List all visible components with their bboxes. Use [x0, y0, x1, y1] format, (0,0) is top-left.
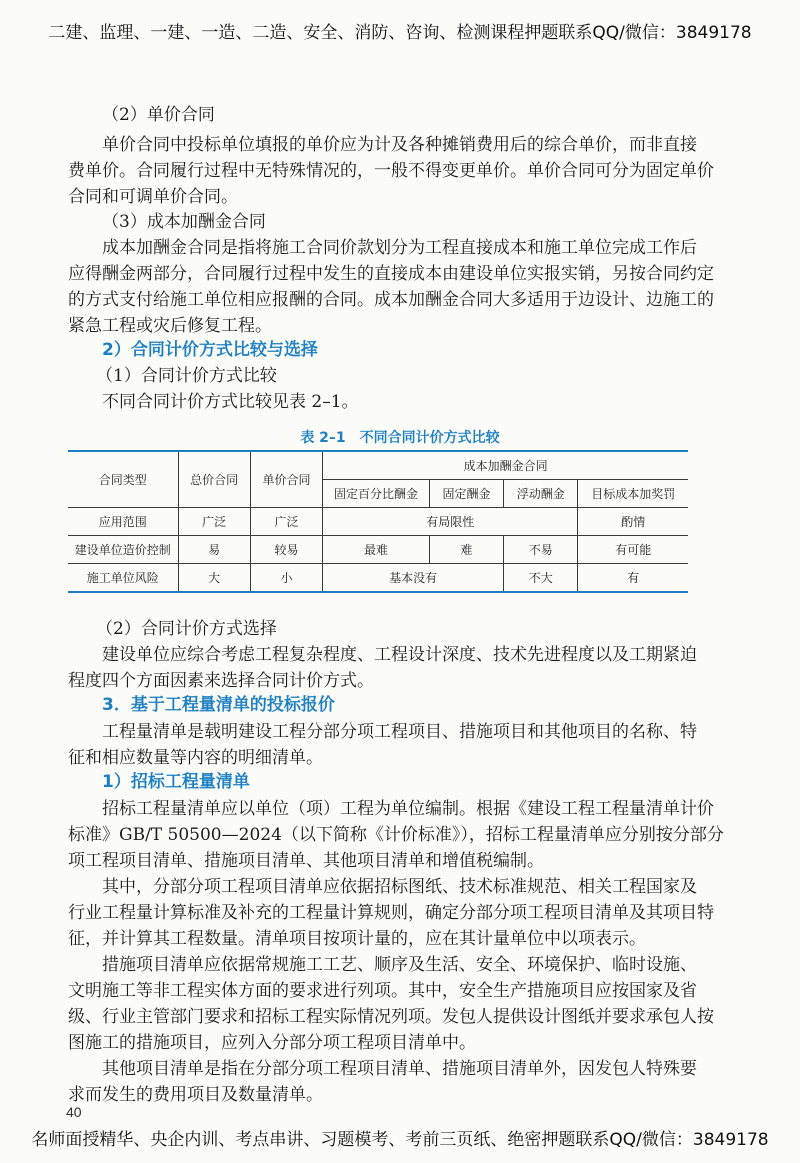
- table-cell: 建设单位造价控制: [68, 536, 178, 564]
- table-cell: 施工单位风险: [68, 564, 178, 593]
- table-cell: 不易: [504, 536, 578, 564]
- paragraph-line: 建设单位应综合考虑工程复杂程度、工程设计深度、技术先进程度以及工期紧迫: [102, 645, 697, 665]
- table-header-row: [68, 451, 688, 480]
- paragraph-line: 程度四个方面因素来选择合同计价方式。: [68, 671, 374, 691]
- paragraph-line: 其他项目清单是指在分部分项工程项目清单、措施项目清单外，因发包人特殊要: [102, 1059, 697, 1079]
- paragraph-line: 单价合同中投标单位填报的单价应为计及各种摊销费用后的综合单价，而非直接: [102, 135, 697, 155]
- table-cell: 小: [250, 564, 322, 593]
- bill-heading: 1）招标工程量清单: [102, 772, 250, 792]
- page-number: 40: [66, 1104, 82, 1120]
- cost-plus-heading: （3）成本加酬金合同: [102, 212, 266, 232]
- paragraph-line: 级、行业主管部门要求和招标工程实际情况列项。发包人提供设计图纸并要求承包人按: [68, 1007, 714, 1027]
- paragraph-line: 征，并计算其工程数量。清单项目按项计量的，应在其计量单位中以项表示。: [68, 929, 646, 949]
- paragraph-line: 其中，分部分项工程项目清单应依据招标图纸、技术标准规范、相关工程国家及: [102, 877, 697, 897]
- table-cell: 不大: [504, 564, 578, 593]
- compare-heading: 2）合同计价方式比较与选择: [102, 340, 318, 360]
- table-row: [68, 508, 688, 536]
- table-subheader-cell: 固定酬金: [429, 480, 503, 508]
- footer-banner: 名师面授精华、央企内训、考点串讲、习题模考、考前三页纸、绝密押题联系QQ/微信：3849178: [31, 1130, 769, 1150]
- table-row: [68, 536, 688, 564]
- header-banner: 二建、监理、一建、一造、二造、安全、消防、咨询、检测课程押题联系QQ/微信：3849178: [48, 23, 752, 43]
- table-cell: 酌情: [578, 508, 688, 536]
- paragraph-line: 应得酬金两部分，合同履行过程中发生的直接成本由建设单位实报实销，另按合同约定: [68, 264, 714, 284]
- table-cell: 应用范围: [68, 508, 178, 536]
- paragraph-line: 措施项目清单应依据常规施工工艺、顺序及生活、安全、环境保护、临时设施、: [102, 955, 697, 975]
- paragraph-line: 费单价。合同履行过程中无特殊情况的，一般不得变更单价。单价合同可分为固定单价: [68, 161, 714, 181]
- paragraph-line: 求而发生的费用项目及数量清单。: [68, 1085, 323, 1105]
- paragraph-line: 工程量清单是载明建设工程分部分项工程项目、措施项目和其他项目的名称、特: [102, 722, 697, 742]
- table-cell: 有: [578, 564, 688, 593]
- unit-price-heading: （2）单价合同: [102, 105, 215, 125]
- table-header-cell: 成本加酬金合同: [323, 451, 688, 480]
- comparison-table: [68, 450, 688, 593]
- paragraph-line: 标准》GB/T 50500—2024（以下简称《计价标准》），招标工程量清单应分别按分部分: [68, 825, 724, 845]
- table-cell: 较易: [250, 536, 322, 564]
- paragraph-line: 的方式支付给施工单位相应报酬的合同。成本加酬金合同大多适用于边设计、边施工的: [68, 290, 714, 310]
- paragraph-line: 项工程项目清单、措施项目清单、其他项目清单和增值税编制。: [68, 851, 544, 871]
- paragraph-line: 图施工的措施项目，应列入分部分项工程项目清单中。: [68, 1033, 476, 1053]
- paragraph-line: 紧急工程或灾后修复工程。: [68, 316, 272, 336]
- table-cell: 有局限性: [323, 508, 578, 536]
- table-cell: 难: [429, 536, 503, 564]
- paragraph-line: 征和相应数量等内容的明细清单。: [68, 748, 323, 768]
- table-subheader-cell: 目标成本加奖罚: [578, 480, 688, 508]
- section3-heading: 3．基于工程量清单的投标报价: [102, 695, 335, 715]
- table-cell: 广泛: [178, 508, 250, 536]
- table-subheader-cell: 浮动酬金: [504, 480, 578, 508]
- compare-intro: 不同合同计价方式比较见表 2–1。: [102, 392, 359, 412]
- table-row: [68, 564, 688, 593]
- table-cell: 大: [178, 564, 250, 593]
- table-cell: 广泛: [250, 508, 322, 536]
- selection-heading: （2）合同计价方式选择: [96, 619, 277, 639]
- table-cell: 易: [178, 536, 250, 564]
- table-header-cell: 总价合同: [178, 451, 250, 508]
- paragraph-line: 行业工程量计算标准及补充的工程量计算规则，确定分部分项工程项目清单及其项目特: [68, 903, 714, 923]
- paragraph-line: 成本加酬金合同是指将施工合同价款划分为工程直接成本和施工单位完成工作后: [102, 238, 697, 258]
- table-cell: 有可能: [578, 536, 688, 564]
- paragraph-line: 文明施工等非工程实体方面的要求进行列项。其中，安全生产措施项目应按国家及省: [68, 981, 697, 1001]
- table-cell: 最难: [323, 536, 430, 564]
- table-header-cell: 合同类型: [68, 451, 178, 508]
- table-cell: 基本没有: [323, 564, 504, 593]
- table-header-cell: 单价合同: [250, 451, 322, 508]
- table-title: 表 2–1 不同合同计价方式比较: [300, 430, 500, 446]
- paragraph-line: 招标工程量清单应以单位（项）工程为单位编制。根据《建设工程工程量清单计价: [102, 799, 714, 819]
- compare-item-heading: （1）合同计价方式比较: [96, 366, 277, 386]
- table-subheader-cell: 固定百分比酬金: [323, 480, 430, 508]
- paragraph-line: 合同和可调单价合同。: [68, 187, 238, 207]
